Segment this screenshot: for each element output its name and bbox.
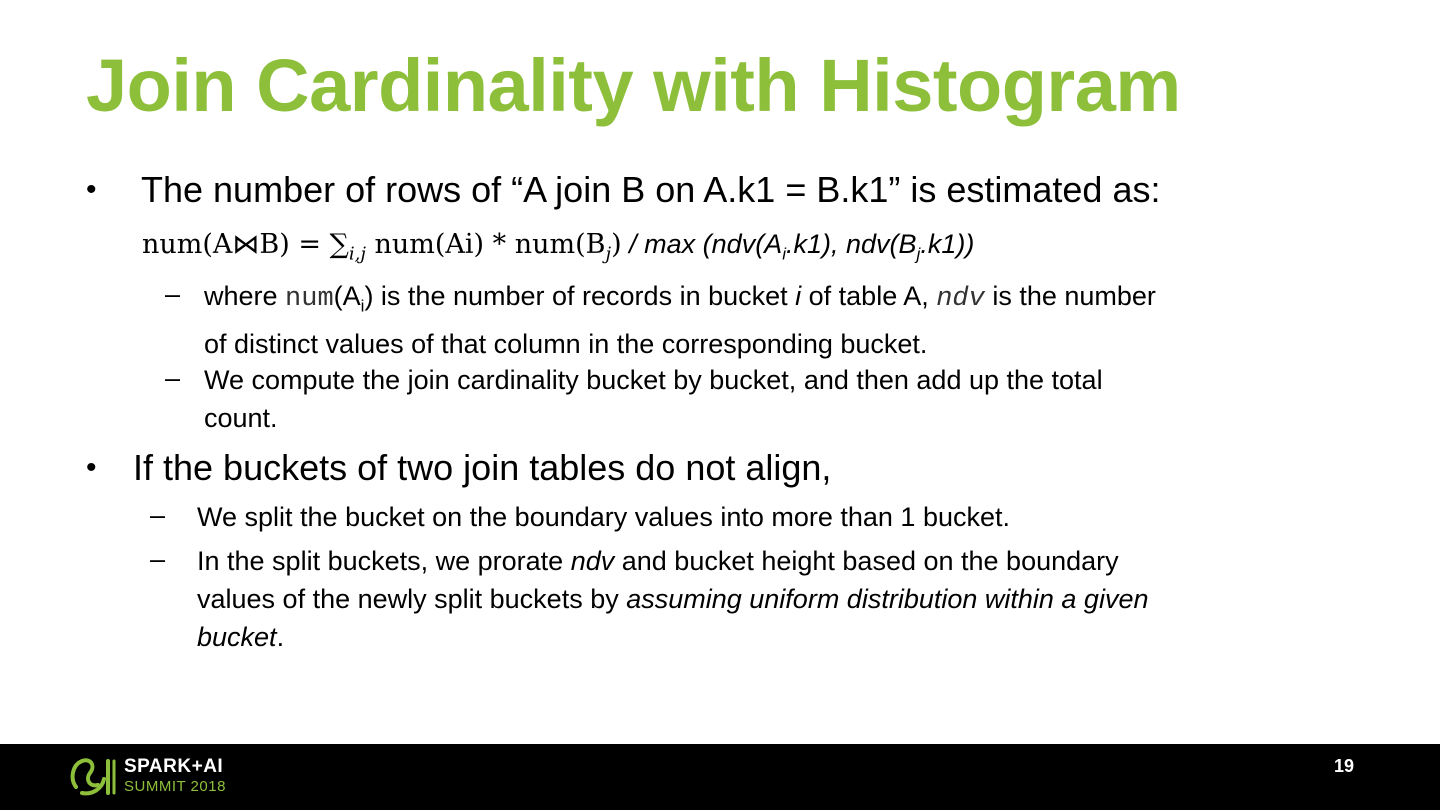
spark-ai-summit-logo-icon (68, 753, 118, 804)
sub4-line2-italic: assuming uniform distribution within a given (626, 584, 1149, 614)
sub1-text3: is the number (984, 281, 1156, 311)
dash-marker: – (150, 544, 166, 574)
dash-marker: – (165, 279, 181, 309)
bullet-marker: • (86, 451, 97, 484)
slide-title: Join Cardinality with Histogram (86, 44, 1181, 127)
formula-tail-prefix: / max (ndv(A (621, 229, 783, 259)
sub1-ndv-code: ndv (936, 284, 985, 314)
brand-line-2: SUMMIT 2018 (124, 778, 226, 795)
sub4-ndv: ndv (570, 546, 615, 576)
sub1-i: i (795, 281, 802, 311)
sub4-line3-end: . (276, 622, 285, 652)
formula-tail-mid: .k1), ndv(B (785, 229, 917, 259)
bullet-1-text: The number of rows of “A join B on A.k1 = B.k1” is estimated as: (141, 169, 1161, 210)
formula-lhs: num(A⋈B) = ∑ (142, 229, 349, 260)
formula-sub-j: j (605, 243, 612, 265)
formula-sub-j2: j (916, 244, 921, 264)
formula-sub-ij: i,j (348, 243, 366, 265)
dash-marker: – (165, 363, 181, 393)
sub4-line1a: In the split buckets, we prorate (197, 546, 571, 576)
sub1-sub-i: i (360, 296, 365, 316)
formula-tail-end: .k1)) (920, 229, 975, 259)
sub1-text1: ) is the number of records in bucket (364, 281, 796, 311)
sub-bullet-2 (204, 361, 1103, 437)
sub-bullet-4 (197, 542, 1148, 656)
formula-sub-i: i (782, 244, 786, 264)
sub1-where: where (204, 281, 286, 311)
join-cardinality-formula (142, 228, 974, 265)
formula-close: ) (611, 229, 622, 260)
dash-marker: – (150, 500, 166, 530)
sub1-text2: of table A, (801, 281, 937, 311)
formula-mid: num(Ai) * num(B (365, 229, 606, 260)
bullet-marker: • (86, 173, 97, 206)
sub1-paren: (A (333, 281, 361, 311)
bullet-2-text: If the buckets of two join tables do not align, (133, 447, 832, 488)
brand-line-1: SPARK+AI (124, 756, 224, 777)
sub2-line2: count. (204, 403, 278, 433)
sub4-line3-italic: bucket (197, 622, 277, 652)
sub-bullet-3: We split the bucket on the boundary values into more than 1 bucket. (197, 502, 1010, 532)
sub4-line2a: values of the newly split buckets by (197, 584, 627, 614)
sub-bullet-1 (204, 277, 1156, 363)
sub2-line1: We compute the join cardinality bucket by bucket, and then add up the total (204, 365, 1103, 395)
sub1-line2: of distinct values of that column in the corresponding bucket. (204, 329, 928, 360)
footer-bar (0, 744, 1440, 810)
sub4-line1b: and bucket height based on the boundary (614, 546, 1119, 576)
page-number: 19 (1333, 756, 1354, 776)
sub1-num-code: num (285, 284, 334, 314)
